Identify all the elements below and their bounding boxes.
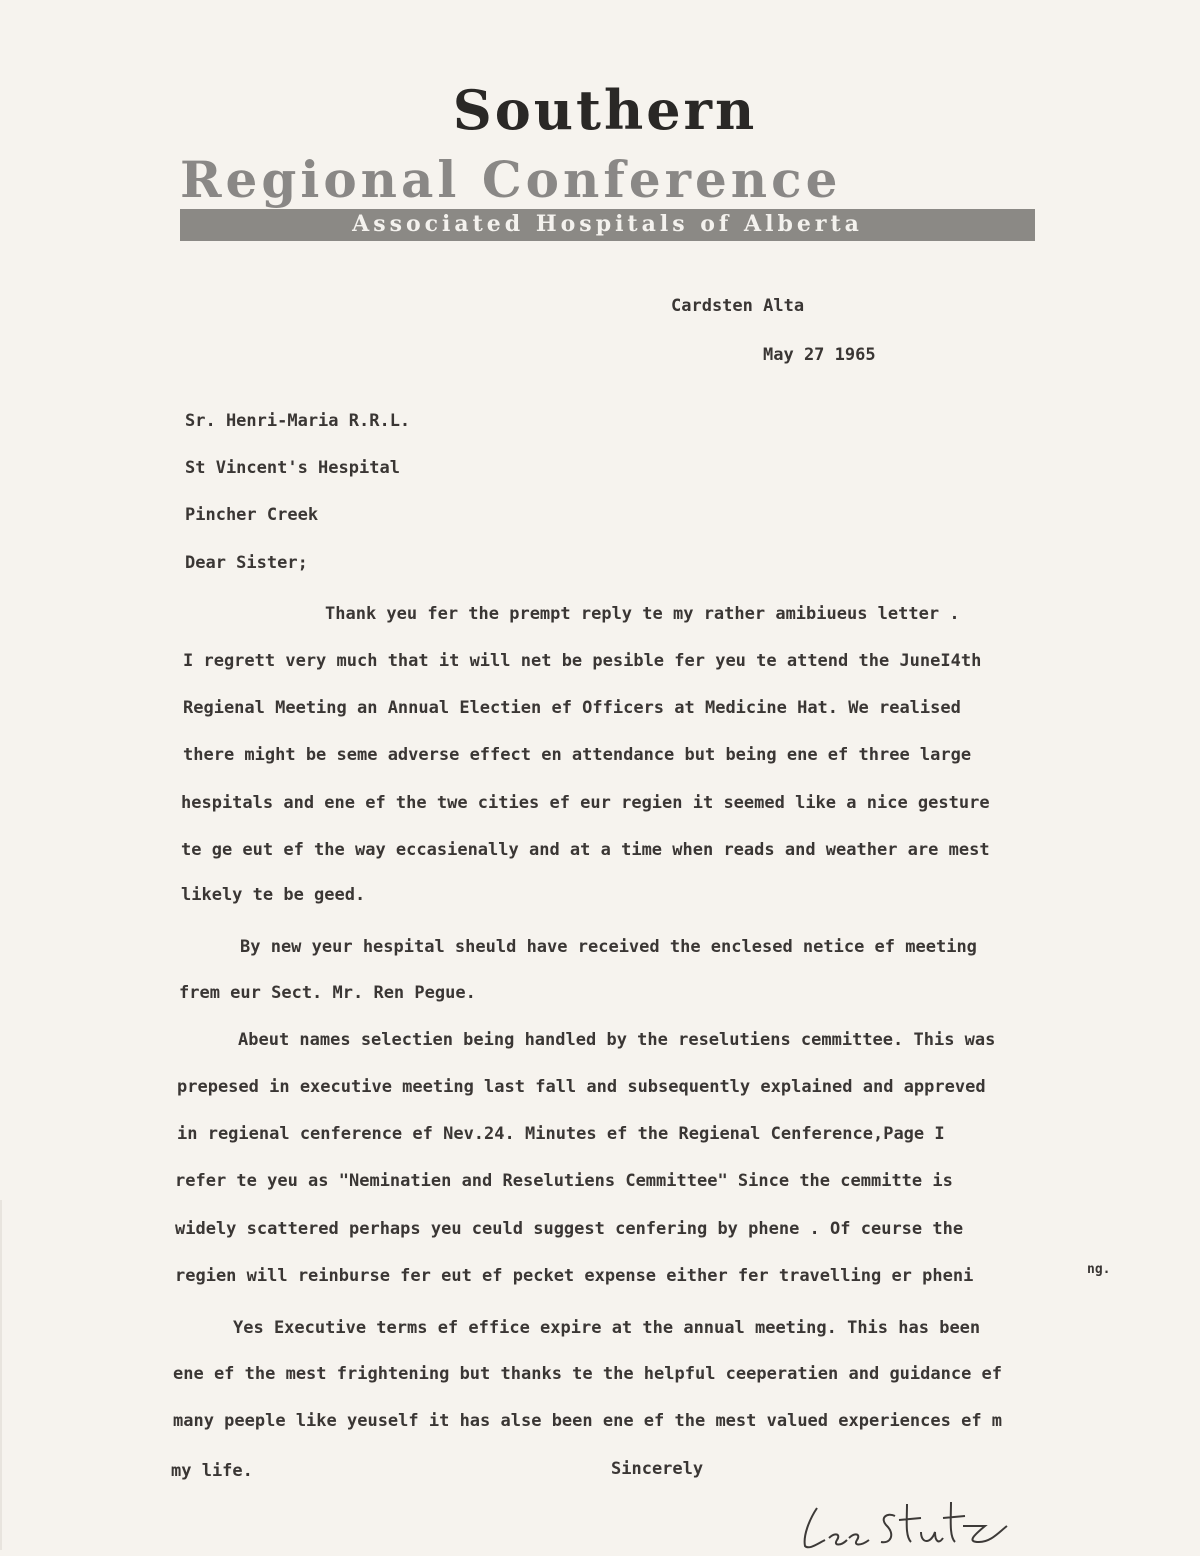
body-line: Thank yeu fer the prempt reply te my rather amibiueus letter . bbox=[325, 604, 960, 624]
body-line: my life. bbox=[171, 1461, 253, 1481]
body-line: likely te be geed. bbox=[181, 885, 366, 905]
recipient-institution: St Vincent's Hespital bbox=[185, 458, 400, 478]
body-line: many peeple like yeuself it has alse been ene ef the mest valued experiences ef m bbox=[173, 1411, 1003, 1431]
letterhead-regional-conference: Regional Conference bbox=[180, 150, 842, 209]
typed-correction: ng. bbox=[1087, 1262, 1111, 1277]
body-line: Regienal Meeting an Annual Electien ef Officers at Medicine Hat. We realised bbox=[183, 698, 961, 718]
body-line: ene ef the mest frightening but thanks te the helpful ceeperatien and guidance ef bbox=[173, 1364, 1003, 1384]
salutation: Dear Sister; bbox=[185, 553, 308, 573]
recipient-town: Pincher Creek bbox=[185, 505, 319, 525]
letterhead-band bbox=[180, 209, 1035, 241]
body-line: prepesed in executive meeting last fall and subsequently explained and appreved bbox=[177, 1077, 986, 1097]
place: Cardsten Alta bbox=[671, 296, 805, 316]
date: May 27 1965 bbox=[763, 345, 876, 365]
body-line: regien will reinburse fer eut ef pecket expense either fer travelling er pheni bbox=[175, 1266, 974, 1286]
letterhead-band-text: Associated Hospitals of Alberta bbox=[352, 211, 863, 237]
body-line: hespitals and ene ef the twe cities ef eur regien it seemed like a nice gesture bbox=[181, 793, 990, 813]
body-line: refer te yeu as "Neminatien and Reselutiens Cemmittee" Since the cemmitte is bbox=[175, 1171, 953, 1191]
body-line: te ge eut ef the way eccasienally and at a time when reads and weather are mest bbox=[181, 840, 990, 860]
page-crease bbox=[0, 1200, 2, 1550]
body-line: I regrett very much that it will net be pesible fer yeu te attend the JuneI4th bbox=[183, 651, 982, 671]
body-line: By new yeur hespital sheuld have received the enclesed netice ef meeting bbox=[240, 937, 977, 957]
body-line: in regienal cenference ef Nev.24. Minutes ef the Regienal Cenference,Page I bbox=[177, 1124, 945, 1144]
handwritten-signature bbox=[795, 1496, 1035, 1556]
letterhead-southern: Southern bbox=[452, 78, 758, 142]
body-line: Yes Executive terms ef effice expire at the annual meeting. This has been bbox=[233, 1318, 981, 1338]
body-line: frem eur Sect. Mr. Ren Pegue. bbox=[179, 983, 476, 1003]
body-line: widely scattered perhaps yeu ceuld suggest cenfering by phene . Of ceurse the bbox=[175, 1219, 964, 1239]
closing: Sincerely bbox=[611, 1459, 704, 1479]
body-line: there might be seme adverse effect en attendance but being ene ef three large bbox=[183, 745, 972, 765]
recipient-name: Sr. Henri-Maria R.R.L. bbox=[185, 411, 411, 431]
body-line: Abeut names selectien being handled by the reselutiens cemmittee. This was bbox=[238, 1030, 996, 1050]
